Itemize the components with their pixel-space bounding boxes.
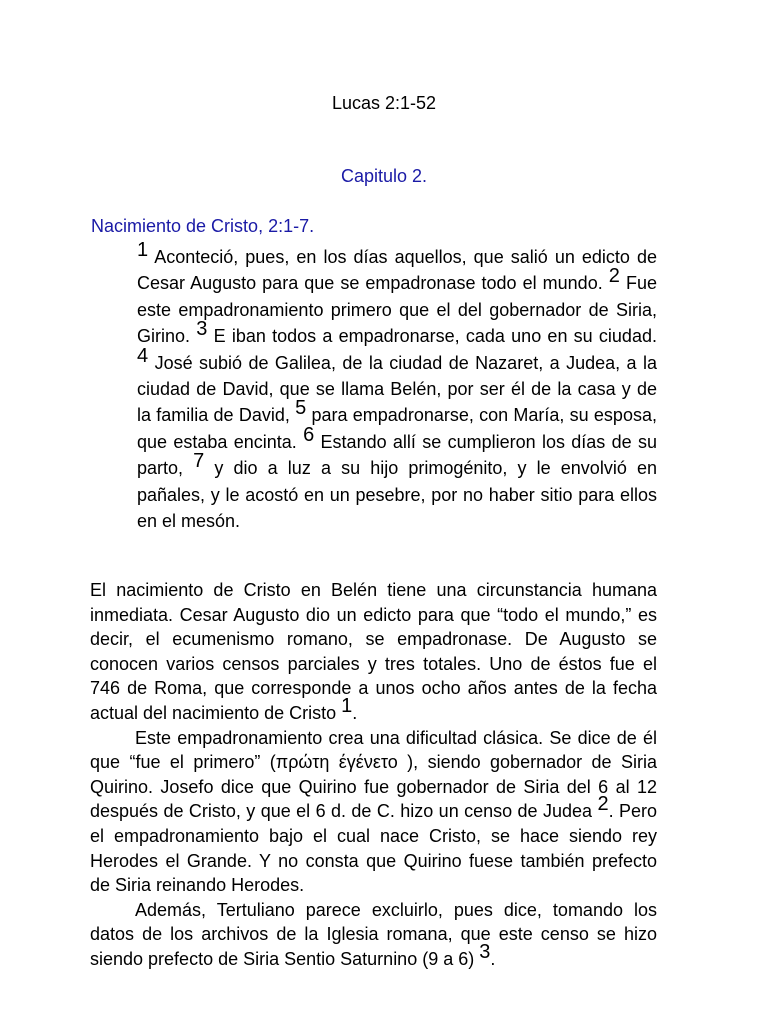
footnote-marker[interactable]: 2 bbox=[597, 793, 609, 816]
verse-number: 1 bbox=[137, 239, 149, 261]
verse-block bbox=[137, 239, 657, 534]
verse-number: 7 bbox=[193, 450, 205, 473]
verse-number: 4 bbox=[137, 344, 149, 367]
paragraph-text: . Pero el empadronamiento bajo el cual nace Cristo, se hace siendo rey Herodes el Grande. Y no consta que Quirino fuese también prefecto de Siria reinando Herodes. bbox=[90, 801, 657, 896]
verse-text: para empadronarse, con María, su esposa, que estaba encinta. bbox=[137, 405, 657, 452]
verse-text: Estando allí se cumplieron los días de su parto, bbox=[137, 431, 657, 479]
verse-text: Fue este empadronamiento primero que el del gobernador de Siria, Girino. bbox=[137, 273, 657, 347]
footnote-marker[interactable]: 3 bbox=[479, 940, 491, 963]
commentary-paragraph bbox=[90, 898, 657, 972]
footnote-marker[interactable]: 1 bbox=[341, 694, 353, 717]
verse-number: 3 bbox=[196, 318, 208, 341]
paragraph-text: . bbox=[490, 948, 496, 969]
commentary-paragraph bbox=[90, 726, 657, 898]
verse-number: 5 bbox=[295, 397, 307, 420]
verse-number: 2 bbox=[608, 265, 620, 288]
paragraph-text: El nacimiento de Cristo en Belén tiene una circunstancia humana inmediata. Cesar Augusto dio un edicto para que “todo el mundo,” es decir, el ecumenismo romano, se empadronase. De Augusto se conocen varios censos parciales y tres totales. Uno de éstos fue el 746 de Roma, que corresponde a unos ocho años antes de la fecha actual del nacimiento de Cristo bbox=[90, 580, 657, 723]
commentary-paragraph bbox=[90, 578, 657, 726]
commentary bbox=[90, 578, 657, 972]
paragraph-text: Este empadronamiento crea una dificultad clásica. Se dice de él que “fue el primero” (πρώτη έγένετο ), siendo gobernador de Siria Quirino. Josefo dice que Quirino fue gobernador de Siria del 6 al 12 después de Cristo, y que el 6 d. de C. hizo un censo de Judea bbox=[90, 727, 657, 822]
verse-text: Aconteció, pues, en los días aquellos, que salió un edicto de Cesar Augusto para que se empadronase todo el mundo. bbox=[137, 247, 657, 294]
verse-text: E iban todos a empadronarse, cada uno en su ciudad. bbox=[213, 326, 657, 347]
verse-text: y dio a luz a su hijo primogénito, y le envolvió en pañales, y le acostó en un pesebre, por no haber sitio para ellos en el mesón. bbox=[137, 458, 657, 532]
paragraph-text: Además, Tertuliano parece excluirlo, pues dice, tomando los datos de los archivos de la Iglesia romana, que este censo se hizo siendo prefecto de Siria Sentio Saturnino (9 a 6) bbox=[90, 899, 657, 969]
paragraph-text: . bbox=[352, 702, 358, 723]
verse-number: 6 bbox=[303, 423, 315, 446]
chapter-heading: Capitulo 2. bbox=[340, 166, 428, 186]
verse-text: José subió de Galilea, de la ciudad de Nazaret, a Judea, a la ciudad de David, que se llama Belén, por ser él de la casa y de la familia de David, bbox=[137, 352, 657, 426]
section-title: Nacimiento de Cristo, 2:1-7. bbox=[91, 216, 315, 236]
scripture-reference: Lucas 2:1-52 bbox=[331, 93, 437, 113]
